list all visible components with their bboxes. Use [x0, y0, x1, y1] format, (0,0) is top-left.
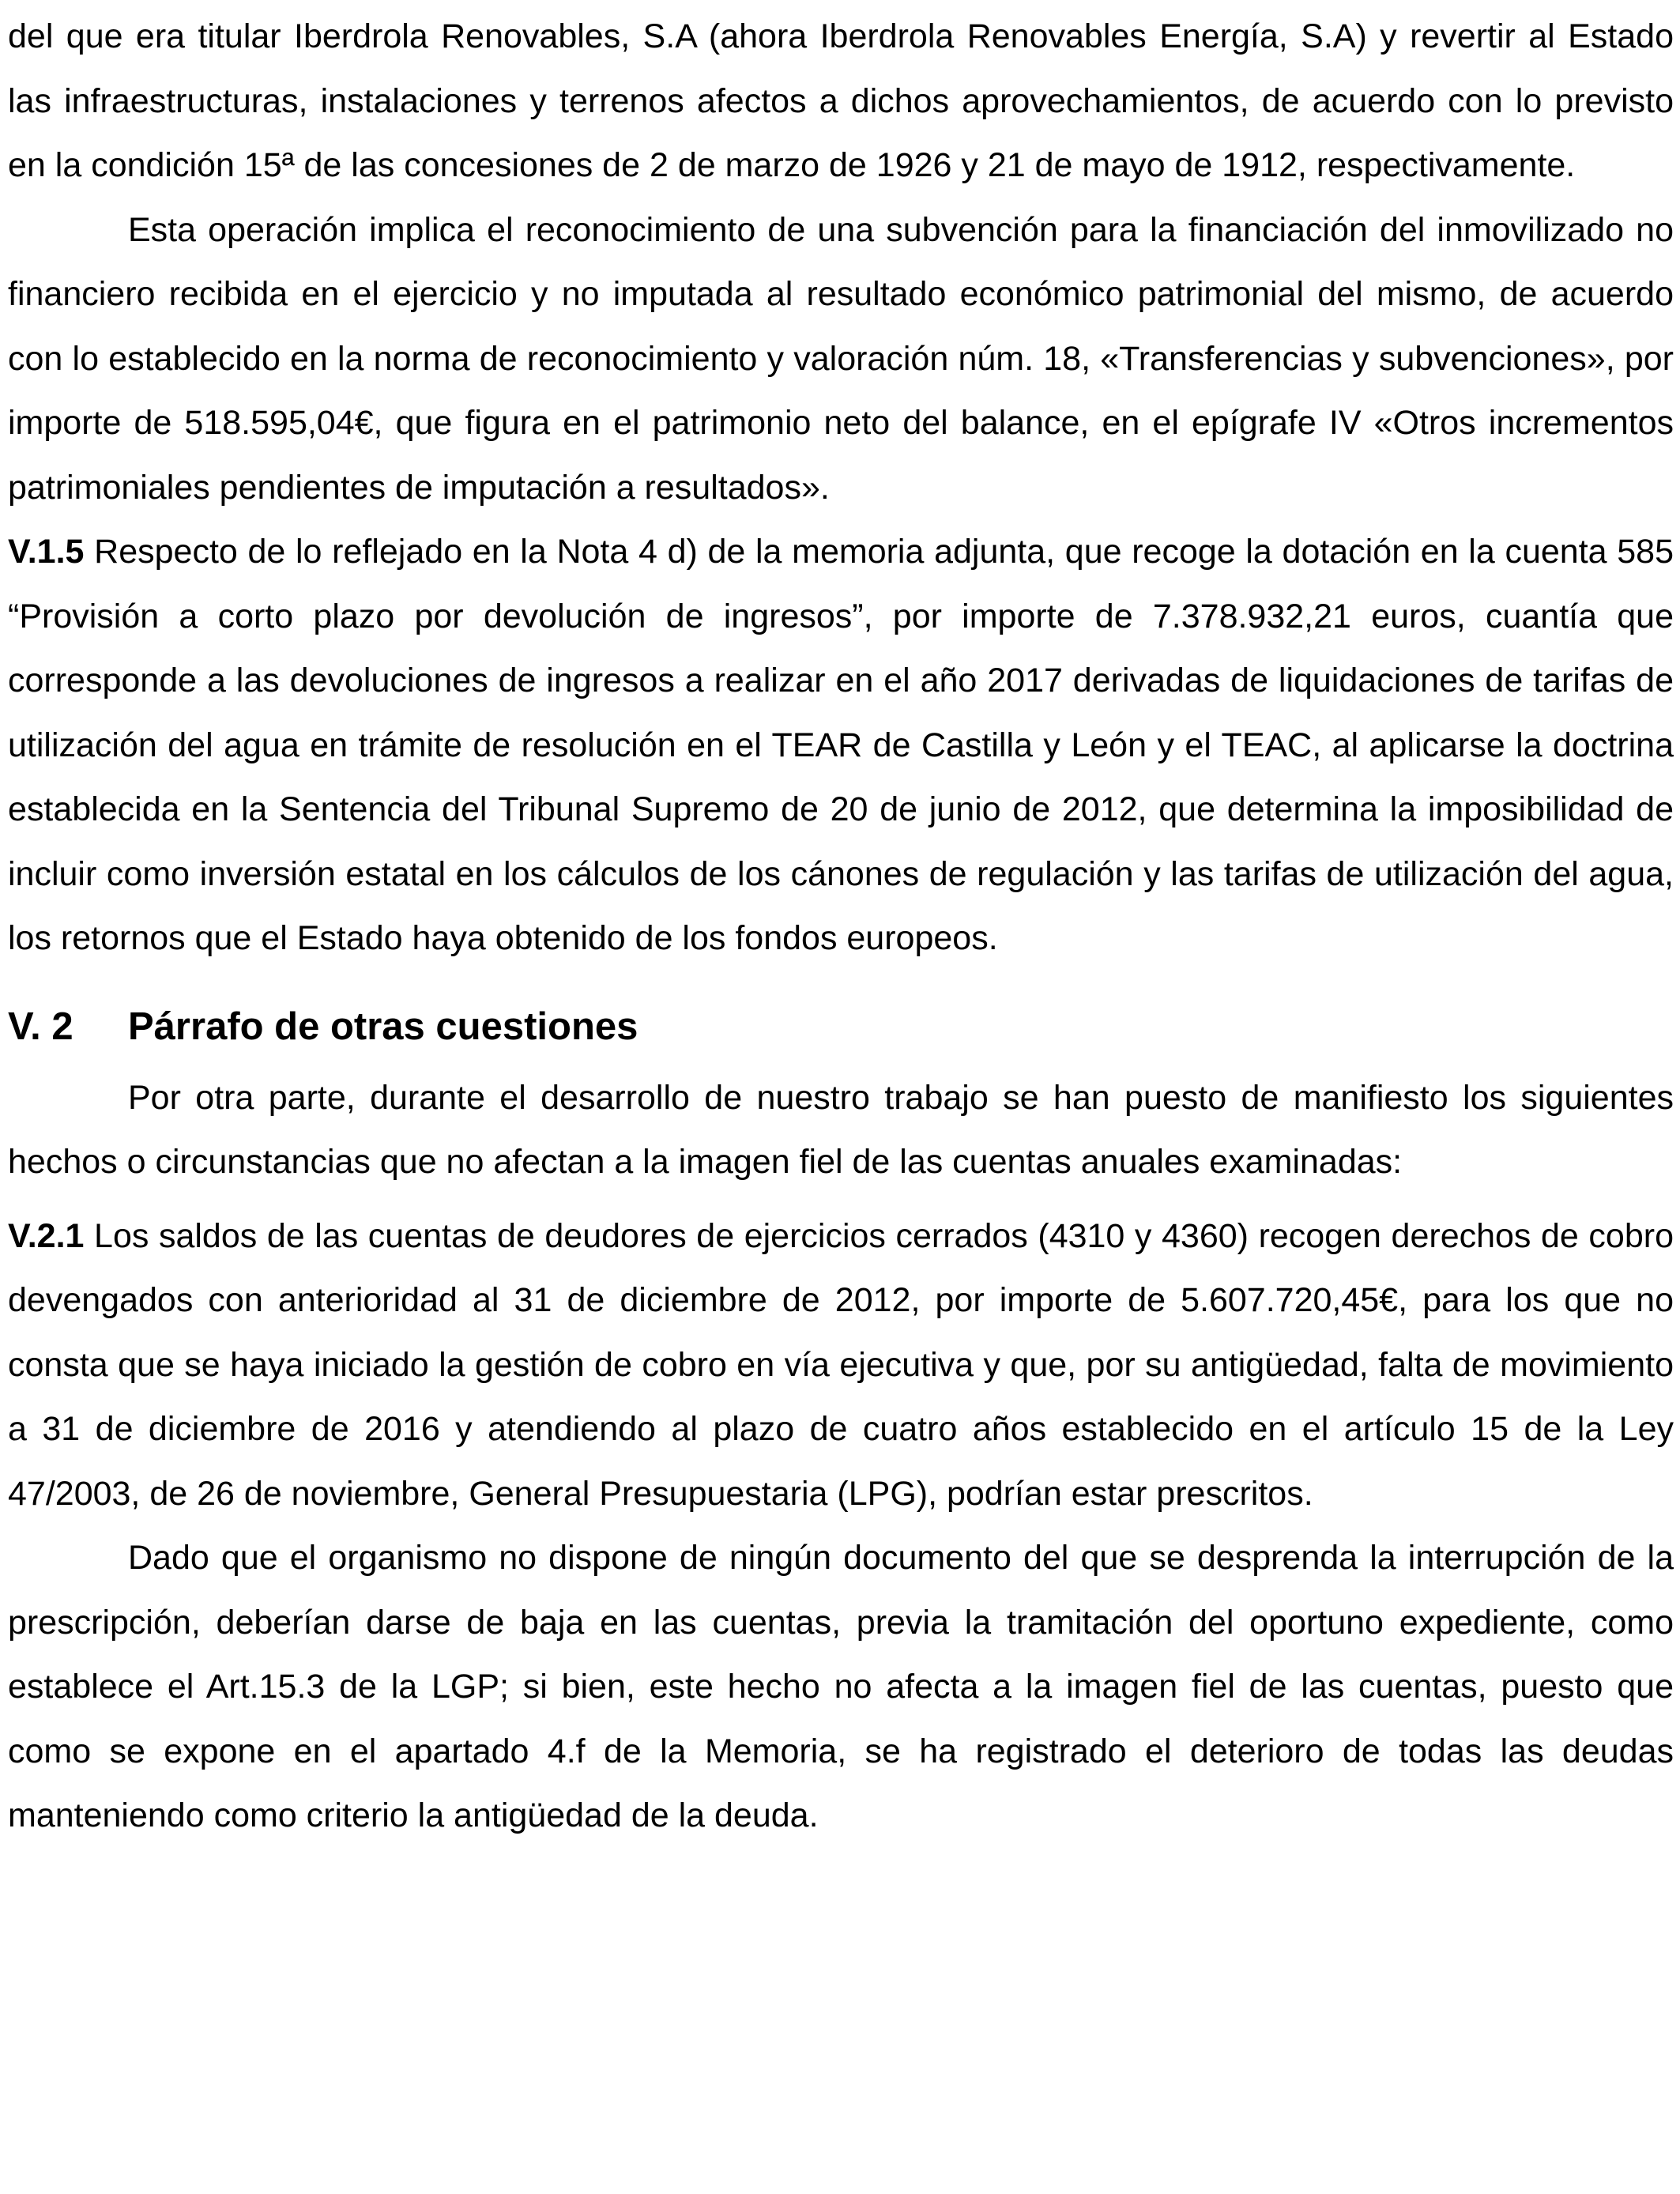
paragraph-v-2-1	[8, 1204, 1674, 1527]
paragraph-concession-reversion: del que era titular Iberdrola Renovables, S.A (ahora Iberdrola Renovables Energía, S.A) y revertir al Estado las infraestructuras, instalaciones y terrenos afectos a dichos aprovechamientos, de acuerdo con lo previsto en la condición 15ª de las concesiones de 2 de marzo de 1926 y 21 de mayo de 1912, respectivamente.	[8, 17, 1674, 184]
paragraph-v-1-5	[8, 520, 1674, 971]
section-number-v-2-1: V.2.1	[8, 1216, 85, 1255]
paragraph-prescription: Dado que el organismo no dispone de ningún documento del que se desprenda la interrupción de la prescripción, deberían darse de baja en las cuentas, previa la tramitación del oportuno expediente, como establece el Art.15.3 de la LGP; si bien, este hecho no afecta a la imagen fiel de las cuentas, puesto que como se expone en el apartado 4.f de la Memoria, se ha registrado el deterioro de todas las deudas manteniendo como criterio la antigüedad de la deuda.	[8, 1539, 1674, 1834]
section-heading-number: V. 2	[8, 1005, 73, 1048]
section-heading-v-2	[8, 987, 1674, 1066]
paragraph-v-2-1-text: Los saldos de las cuentas de deudores de ejercicios cerrados (4310 y 4360) recogen derechos de cobro devengados con anterioridad al 31 de diciembre de 2012, por importe de 5.607.720,45€, para los que no consta que se haya iniciado la gestión de cobro en vía ejecutiva y que, por su antigüedad, falta de movimiento a 31 de diciembre de 2016 y atendiendo al plazo de cuatro años establecido en el artículo 15 de la Ley 47/2003, de 26 de noviembre, General Presupuestaria (LPG), podrían estar prescritos.	[8, 1216, 1674, 1513]
paragraph-other-matters-intro: Por otra parte, durante el desarrollo de nuestro trabajo se han puesto de manifiesto los siguientes hechos o circunstancias que no afectan a la imagen fiel de las cuentas anuales examinadas:	[8, 1078, 1674, 1181]
section-number-v-1-5: V.1.5	[8, 533, 85, 571]
paragraph-subsidy-recognition: Esta operación implica el reconocimiento de una subvención para la financiación del inmovilizado no financiero recibida en el ejercicio y no imputada al resultado económico patrimonial del mismo, de acuerdo con lo establecido en la norma de reconocimiento y valoración núm. 18, «Transferencias y subvenciones», por importe de 518.595,04€, que figura en el patrimonio neto del balance, en el epígrafe IV «Otros incrementos patrimoniales pendientes de imputación a resultados».	[8, 210, 1674, 507]
section-heading-title: Párrafo de otras cuestiones	[128, 1005, 638, 1048]
paragraph-v-1-5-text: Respecto de lo reflejado en la Nota 4 d) de la memoria adjunta, que recoge la dotación en la cuenta 585 “Provisión a corto plazo por devolución de ingresos”, por importe de 7.378.932,21 euros, cuantía que corresponde a las devoluciones de ingresos a realizar en el año 2017 derivadas de liquidaciones de tarifas de utilización del agua en trámite de resolución en el TEAR de Castilla y León y el TEAC, al aplicarse la doctrina establecida en la Sentencia del Tribunal Supremo de 20 de junio de 2012, que determina la imposibilidad de incluir como inversión estatal en los cálculos de los cánones de regulación y las tarifas de utilización del agua, los retornos que el Estado haya obtenido de los fondos europeos.	[8, 533, 1674, 957]
